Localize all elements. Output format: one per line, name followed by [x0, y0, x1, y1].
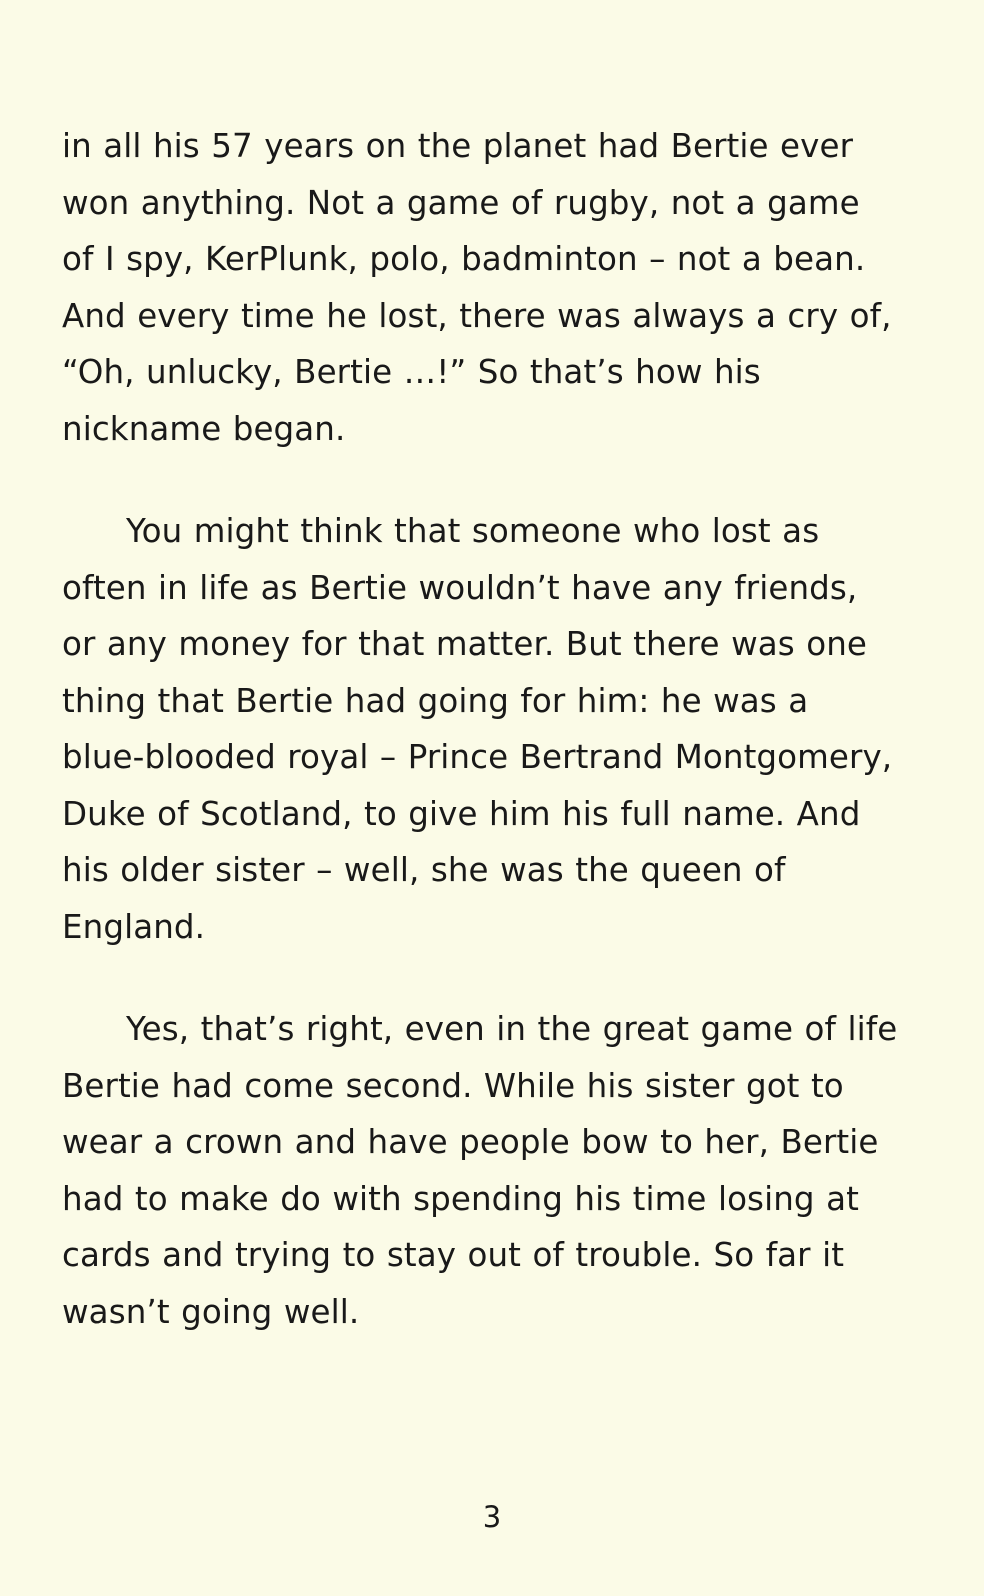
paragraph-3: Yes, that’s right, even in the great game of life Bertie had come second. While his sister got to wear a crown and have people bow to her, Bertie had to make do with spending his time losing at cards and trying to stay out of trouble. So far it wasn’t going well.: [62, 1010, 898, 1331]
paragraph-2: You might think that someone who lost as often in life as Bertie wouldn’t have any friends, or any money for that matter. But there was one thing that Bertie had going for him: he was a blue-blooded royal – Prince Bertrand Montgomery, Duke of Scotland, to give him his full name. And his older sister – well, she was the queen of England.: [62, 512, 893, 946]
page-text-column: [62, 118, 902, 1340]
paragraph-1: in all his 57 years on the planet had Bertie ever won anything. Not a game of rugby, not a game of I spy, KerPlunk, polo, badminton – not a bean. And every time he lost, there was always a cry of, “Oh, unlucky, Bertie …!” So that’s how his nickname began.: [62, 127, 892, 448]
page-number: 3: [482, 1500, 502, 1534]
